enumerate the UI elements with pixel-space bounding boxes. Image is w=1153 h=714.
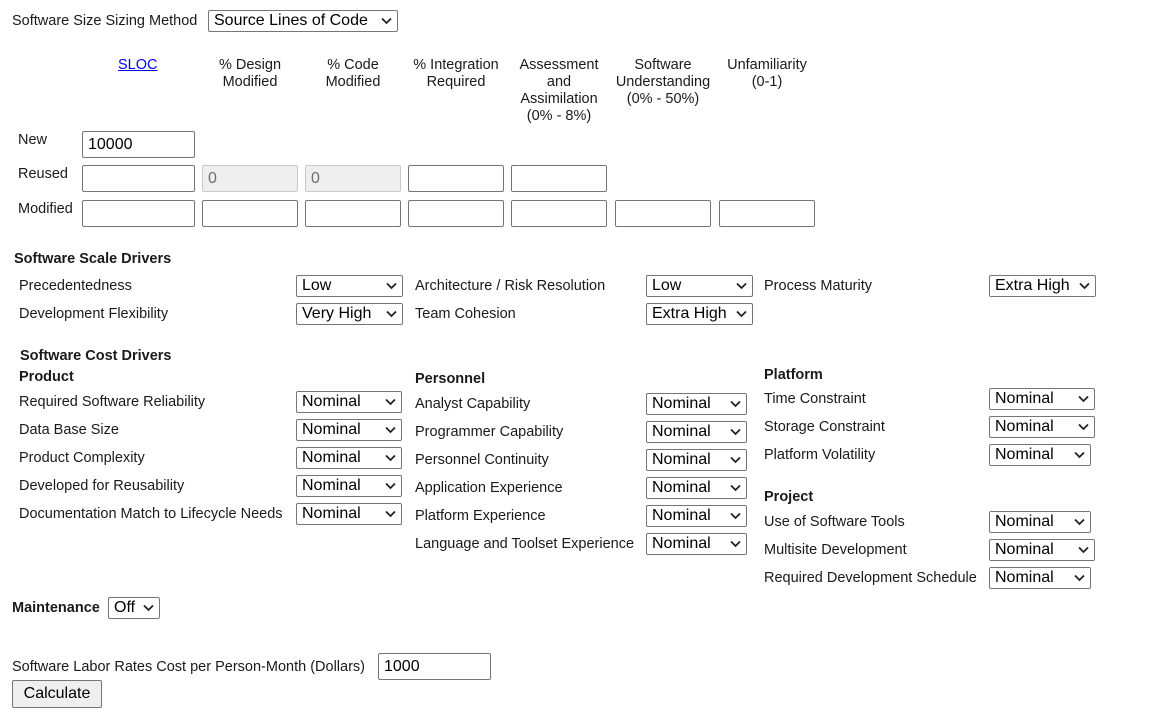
personnel-item-label: Application Experience (415, 480, 563, 496)
chevron-down-icon (730, 540, 741, 548)
language-toolset-experience-select[interactable] (646, 533, 747, 555)
header-code-modified: % Code Modified (325, 57, 381, 90)
maintenance-value: Off (114, 599, 136, 616)
select-value: Nominal (302, 449, 361, 466)
reused-assessment-input[interactable] (511, 165, 607, 192)
project-heading: Project (764, 489, 814, 505)
developed-for-reusability-select[interactable] (296, 475, 402, 497)
data-base-size-select[interactable] (296, 419, 402, 441)
reused-sloc-input[interactable] (82, 165, 195, 192)
new-sloc-input[interactable]: 10000 (82, 131, 195, 158)
header-design-modified: % Design Modified (218, 57, 282, 90)
application-experience-select[interactable] (646, 477, 747, 499)
personnel-item-label: Personnel Continuity (415, 452, 549, 468)
modified-assessment-input[interactable] (511, 200, 607, 227)
product-item-label: Developed for Reusability (19, 478, 185, 494)
chevron-down-icon (730, 428, 741, 436)
select-value: Nominal (995, 513, 1054, 530)
chevron-down-icon (736, 282, 747, 290)
personnel-item-label: Analyst Capability (415, 396, 531, 412)
select-value: Nominal (652, 479, 711, 496)
select-value: Nominal (652, 451, 711, 468)
labor-rate-input[interactable]: 1000 (378, 653, 491, 680)
header-unfamiliarity: Unfamiliarity (0-1) (727, 57, 807, 90)
chevron-down-icon (1079, 282, 1090, 290)
product-item-label: Required Software Reliability (19, 394, 206, 410)
product-heading: Product (19, 369, 74, 385)
chevron-down-icon (381, 17, 392, 25)
select-value: Nominal (302, 393, 361, 410)
architecture-risk-value: Low (652, 277, 682, 294)
platform-item-label: Platform Volatility (764, 447, 876, 463)
product-item-label: Product Complexity (19, 450, 145, 466)
personnel-item-label: Language and Toolset Experience (415, 536, 635, 552)
chevron-down-icon (1074, 574, 1085, 582)
sizing-method-select[interactable] (208, 10, 398, 32)
modified-code-input[interactable] (305, 200, 401, 227)
select-value: Nominal (995, 390, 1054, 407)
platform-item-label: Time Constraint (764, 391, 866, 407)
platform-volatility-select[interactable] (989, 444, 1091, 466)
select-value: Nominal (652, 423, 711, 440)
maintenance-select[interactable] (108, 597, 160, 619)
chevron-down-icon (736, 310, 747, 318)
chevron-down-icon (1078, 395, 1089, 403)
multisite-development-select[interactable] (989, 539, 1095, 561)
header-assessment-assimilation: Assessment and Assimilation (0% - 8%) (519, 57, 599, 124)
chevron-down-icon (385, 426, 396, 434)
modified-unfamiliarity-input[interactable] (719, 200, 815, 227)
project-item-label: Required Development Schedule (764, 570, 977, 586)
development-flexibility-value: Very High (302, 305, 372, 322)
precedentedness-select[interactable] (296, 275, 403, 297)
chevron-down-icon (143, 604, 154, 612)
storage-constraint-select[interactable] (989, 416, 1095, 438)
modified-integration-input[interactable] (408, 200, 504, 227)
select-value: Nominal (995, 541, 1054, 558)
select-value: Nominal (995, 569, 1054, 586)
chevron-down-icon (385, 510, 396, 518)
select-value: Nominal (652, 395, 711, 412)
development-flexibility-select[interactable] (296, 303, 403, 325)
scale-drivers-heading: Software Scale Drivers (14, 251, 172, 267)
sloc-link[interactable]: SLOC (118, 57, 158, 73)
architecture-risk-select[interactable] (646, 275, 753, 297)
select-value: Nominal (302, 505, 361, 522)
reused-design-input: 0 (202, 165, 298, 192)
maintenance-label: Maintenance (12, 600, 100, 616)
architecture-risk-label: Architecture / Risk Resolution (415, 278, 606, 294)
project-item-label: Use of Software Tools (764, 514, 905, 530)
team-cohesion-value: Extra High (652, 305, 727, 322)
sizing-method-value: Source Lines of Code (214, 12, 368, 29)
select-value: Nominal (302, 477, 361, 494)
modified-design-input[interactable] (202, 200, 298, 227)
required-schedule-select[interactable] (989, 567, 1091, 589)
chevron-down-icon (385, 482, 396, 490)
select-value: Nominal (995, 418, 1054, 435)
chevron-down-icon (1078, 546, 1089, 554)
personnel-heading: Personnel (415, 371, 486, 387)
precedentedness-value: Low (302, 277, 332, 294)
programmer-capability-select[interactable] (646, 421, 747, 443)
process-maturity-select[interactable] (989, 275, 1096, 297)
header-software-understanding: Software Understanding (0% - 50%) (615, 57, 711, 107)
chevron-down-icon (386, 310, 397, 318)
development-flexibility-label: Development Flexibility (19, 306, 169, 322)
platform-experience-select[interactable] (646, 505, 747, 527)
chevron-down-icon (1074, 451, 1085, 459)
chevron-down-icon (386, 282, 397, 290)
row-label-reused: Reused (18, 166, 68, 182)
product-item-label: Documentation Match to Lifecycle Needs (19, 506, 283, 522)
platform-heading: Platform (764, 367, 823, 383)
process-maturity-label: Process Maturity (764, 278, 872, 294)
chevron-down-icon (730, 400, 741, 408)
header-integration-required: % Integration Required (413, 57, 499, 90)
select-value: Nominal (995, 446, 1054, 463)
chevron-down-icon (730, 456, 741, 464)
select-value: Nominal (302, 421, 361, 438)
row-label-modified: Modified (18, 201, 73, 217)
reused-integration-input[interactable] (408, 165, 504, 192)
chevron-down-icon (730, 484, 741, 492)
precedentedness-label: Precedentedness (19, 278, 132, 294)
row-label-new: New (18, 132, 48, 148)
platform-item-label: Storage Constraint (764, 419, 885, 435)
product-item-label: Data Base Size (19, 422, 119, 438)
reused-code-input: 0 (305, 165, 401, 192)
personnel-item-label: Programmer Capability (415, 424, 564, 440)
sizing-method-label: Software Size Sizing Method (12, 13, 198, 29)
team-cohesion-select[interactable] (646, 303, 753, 325)
personnel-item-label: Platform Experience (415, 508, 546, 524)
software-tools-select[interactable] (989, 511, 1091, 533)
chevron-down-icon (730, 512, 741, 520)
labor-rate-label: Software Labor Rates Cost per Person-Month (Dollars) (12, 659, 365, 675)
select-value: Nominal (652, 507, 711, 524)
project-item-label: Multisite Development (764, 542, 907, 558)
cost-drivers-heading: Software Cost Drivers (20, 348, 172, 364)
product-complexity-select[interactable] (296, 447, 402, 469)
select-value: Nominal (652, 535, 711, 552)
chevron-down-icon (385, 398, 396, 406)
modified-understanding-input[interactable] (615, 200, 711, 227)
documentation-match-select[interactable] (296, 503, 402, 525)
team-cohesion-label: Team Cohesion (415, 306, 516, 322)
calculate-button[interactable]: Calculate (12, 680, 102, 708)
chevron-down-icon (1078, 423, 1089, 431)
analyst-capability-select[interactable] (646, 393, 747, 415)
modified-sloc-input[interactable] (82, 200, 195, 227)
personnel-continuity-select[interactable] (646, 449, 747, 471)
time-constraint-select[interactable] (989, 388, 1095, 410)
chevron-down-icon (1074, 518, 1085, 526)
required-reliability-select[interactable] (296, 391, 402, 413)
process-maturity-value: Extra High (995, 277, 1070, 294)
chevron-down-icon (385, 454, 396, 462)
